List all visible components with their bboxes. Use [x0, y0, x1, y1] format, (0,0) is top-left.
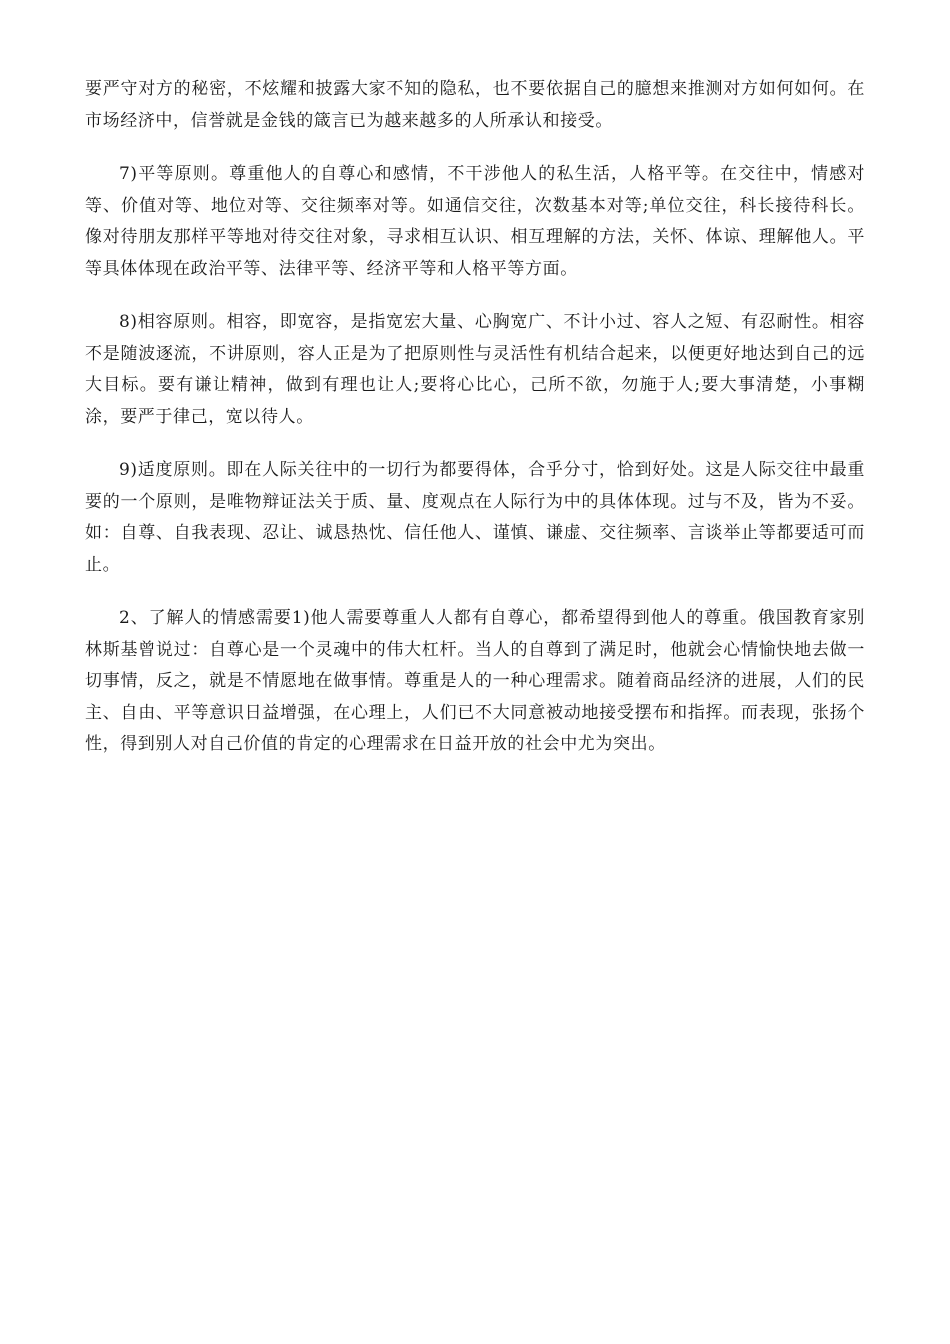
paragraph-moderation-principle: 9)适度原则。即在人际关往中的一切行为都要得体，合乎分寸，恰到好处。这是人际交往中最重要的一个原则，是唯物辩证法关于质、量、度观点在人际行为中的具体体现。过与不及，皆为不妥。如：自尊、自我表现、忍让、诚恳热忱、信任他人、谨慎、谦虚、交往频率、言谈举止等都要适可而止。	[85, 460, 865, 575]
paragraph-tolerance-principle: 8)相容原则。相容，即宽容，是指宽宏大量、心胸宽广、不计小过、容人之短、有忍耐性。相容不是随波逐流，不讲原则，容人正是为了把原则性与灵活性有机结合起来，以便更好地达到自己的远大目标。要有谦让精神，做到有理也让人;要将心比心，己所不欲，勿施于人;要大事清楚，小事糊涂，要严于律己，宽以待人。	[85, 312, 865, 427]
paragraph-emotional-needs: 2、了解人的情感需要1)他人需要尊重人人都有自尊心，都希望得到他人的尊重。俄国教育家别林斯基曾说过：自尊心是一个灵魂中的伟大杠杆。当人的自尊到了满足时，他就会心情愉快地去做一切事情，反之，就是不情愿地在做事情。尊重是人的一种心理需求。随着商品经济的进展，人们的民主、自由、平等意识日益增强，在心理上，人们已不大同意被动地接受摆布和指挥。而表现，张扬个性，得到别人对自己价值的肯定的心理需求在日益开放的社会中尤为突出。	[85, 608, 865, 754]
paragraph-equality-principle: 7)平等原则。尊重他人的自尊心和感情，不干涉他人的私生活，人格平等。在交往中，情感对等、价值对等、地位对等、交往频率对等。如通信交往，次数基本对等;单位交往，科长接待科长。像对待朋友那样平等地对待交往对象，寻求相互认识、相互理解的方法，关怀、体谅、理解他人。平等具体体现在政治平等、法律平等、经济平等和人格平等方面。	[85, 164, 865, 279]
paragraph-confidentiality: 要严守对方的秘密，不炫耀和披露大家不知的隐私，也不要依据自己的臆想来推测对方如何如何。在市场经济中，信誉就是金钱的箴言已为越来越多的人所承认和接受。	[85, 79, 865, 131]
